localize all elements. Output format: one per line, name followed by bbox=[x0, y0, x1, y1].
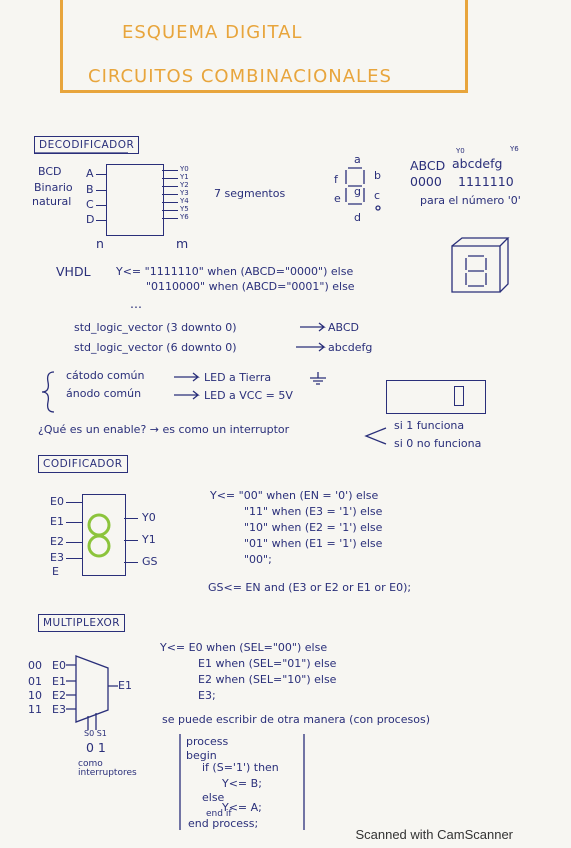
table-row-abcd: 0000 bbox=[410, 174, 442, 189]
decoder-input-c: C bbox=[86, 198, 94, 211]
para-numero-note: para el número '0' bbox=[420, 194, 521, 207]
mux-sel-code-11: 11 bbox=[28, 703, 42, 716]
process-line-3: if (S='1') then bbox=[202, 761, 279, 774]
mux-code-3: E2 when (SEL="10") else bbox=[198, 673, 337, 686]
enable-question: ¿Qué es un enable? → es como un interruptor bbox=[38, 423, 290, 436]
decoder-input-b: B bbox=[86, 183, 94, 196]
encoder-code-2: "11" when (E3 = '1') else bbox=[244, 505, 383, 518]
m-label: m bbox=[176, 236, 189, 251]
vhdl-line-1: Y<= "1111110" when (ABCD="0000") else bbox=[116, 265, 354, 278]
decoder-input-d: D bbox=[86, 213, 95, 226]
encoder-code-3: "10" when (E2 = '1') else bbox=[244, 521, 383, 534]
decoder-output-y6: Y6 bbox=[180, 213, 189, 221]
y6-mark: Y6 bbox=[510, 145, 519, 153]
encoder-input-e2: E2 bbox=[50, 535, 64, 548]
decodificador-header: DECODIFICADOR bbox=[34, 136, 139, 154]
vhdl-label: VHDL bbox=[56, 264, 91, 279]
encoder-input-e1: E1 bbox=[50, 515, 64, 528]
seg-g: g bbox=[354, 185, 361, 198]
multiplexor-header: MULTIPLEXOR bbox=[38, 614, 125, 632]
seg-c: c bbox=[374, 189, 381, 202]
mux-sel-value: 0 1 bbox=[86, 740, 106, 755]
binario-label: Binario bbox=[34, 181, 73, 194]
vhdl-line-2: "0110000" when (ABCD="0001") else bbox=[146, 280, 355, 293]
encoder-input-e: E bbox=[52, 565, 59, 578]
encoder-input-e0: E0 bbox=[50, 495, 64, 508]
encoder-code-4: "01" when (E1 = '1') else bbox=[244, 537, 383, 550]
process-line-2: begin bbox=[186, 749, 217, 762]
mux-sel-code-01: 01 bbox=[28, 675, 42, 688]
std-vector-2: std_logic_vector (6 downto 0) bbox=[74, 341, 237, 354]
decoder-output-y4: Y4 bbox=[180, 197, 189, 205]
process-line-4: Y<= B; bbox=[222, 777, 262, 790]
table-header-segments: abcdefg bbox=[452, 156, 503, 171]
process-line-6: Y<= A; bbox=[222, 801, 262, 814]
mux-input-e0: E0 bbox=[52, 659, 66, 672]
decoder-output-y2: Y2 bbox=[180, 181, 189, 189]
table-header-abcd: ABCD bbox=[410, 158, 446, 173]
encoder-input-e3: E3 bbox=[50, 551, 64, 564]
enable-answer-1: si 1 funciona bbox=[394, 419, 465, 432]
title-line-2: CIRCUITOS COMBINACIONALES bbox=[88, 66, 392, 87]
seg-a: a bbox=[354, 153, 361, 166]
mux-alt-note: se puede escribir de otra manera (con procesos) bbox=[162, 713, 430, 726]
process-line-1: process bbox=[186, 735, 229, 748]
natural-label: natural bbox=[32, 195, 72, 208]
encoder-code-5: "00"; bbox=[244, 553, 272, 566]
process-line-8: end process; bbox=[188, 817, 259, 830]
mux-input-e3: E3 bbox=[52, 703, 66, 716]
mux-code-4: E3; bbox=[198, 689, 216, 702]
mux-sel-pins: S0 S1 bbox=[84, 729, 107, 738]
encoder-output-y0: Y0 bbox=[142, 511, 156, 524]
seg-d: d bbox=[354, 211, 361, 224]
process-line-5: else bbox=[202, 791, 225, 804]
scanner-watermark: Scanned with CamScanner bbox=[355, 827, 513, 842]
codificador-header: CODIFICADOR bbox=[38, 455, 128, 473]
decoder-output-y1: Y1 bbox=[180, 173, 189, 181]
decoder-output-y0: Y0 bbox=[180, 165, 189, 173]
mux-sel-code-10: 10 bbox=[28, 689, 42, 702]
mux-output: E1 bbox=[118, 679, 132, 692]
std-vector-1-target: ABCD bbox=[328, 321, 360, 334]
decoder-output-y3: Y3 bbox=[180, 189, 189, 197]
catodo-label: cátodo común bbox=[66, 369, 145, 382]
anodo-result: LED a VCC = 5V bbox=[204, 389, 293, 402]
mux-input-e1: E1 bbox=[52, 675, 66, 688]
encoder-gs-code: GS<= EN and (E3 or E2 or E1 or E0); bbox=[208, 581, 412, 594]
encoder-output-y1: Y1 bbox=[142, 533, 156, 546]
seg-f: f bbox=[334, 173, 338, 186]
seven-segment-label: 7 segmentos bbox=[214, 187, 286, 200]
bcd-label: BCD bbox=[38, 165, 62, 178]
encoder-code-1: Y<= "00" when (EN = '0') else bbox=[210, 489, 379, 502]
mux-sel-code-00: 00 bbox=[28, 659, 42, 672]
seg-b: b bbox=[374, 169, 381, 182]
anodo-label: ánodo común bbox=[66, 387, 142, 400]
encoder-output-gs: GS bbox=[142, 555, 158, 568]
seg-e: e bbox=[334, 192, 341, 205]
catodo-result: LED a Tierra bbox=[204, 371, 272, 384]
mux-code-1: Y<= E0 when (SEL="00") else bbox=[160, 641, 328, 654]
vhdl-dots: ... bbox=[130, 296, 142, 311]
std-vector-2-target: abcdefg bbox=[328, 341, 373, 354]
mux-code-2: E1 when (SEL="01") else bbox=[198, 657, 337, 670]
mux-input-e2: E2 bbox=[52, 689, 66, 702]
enable-answer-0: si 0 no funciona bbox=[394, 437, 482, 450]
title-line-1: ESQUEMA DIGITAL bbox=[122, 22, 303, 43]
mux-interruptores-note: como interruptores bbox=[78, 759, 137, 778]
decoder-output-y5: Y5 bbox=[180, 205, 189, 213]
y0-mark: Y0 bbox=[456, 147, 465, 155]
n-label: n bbox=[96, 236, 104, 251]
table-row-segments: 1111110 bbox=[458, 174, 514, 189]
process-line-7: end if bbox=[206, 809, 232, 819]
std-vector-1: std_logic_vector (3 downto 0) bbox=[74, 321, 237, 334]
decoder-input-a: A bbox=[86, 167, 94, 180]
